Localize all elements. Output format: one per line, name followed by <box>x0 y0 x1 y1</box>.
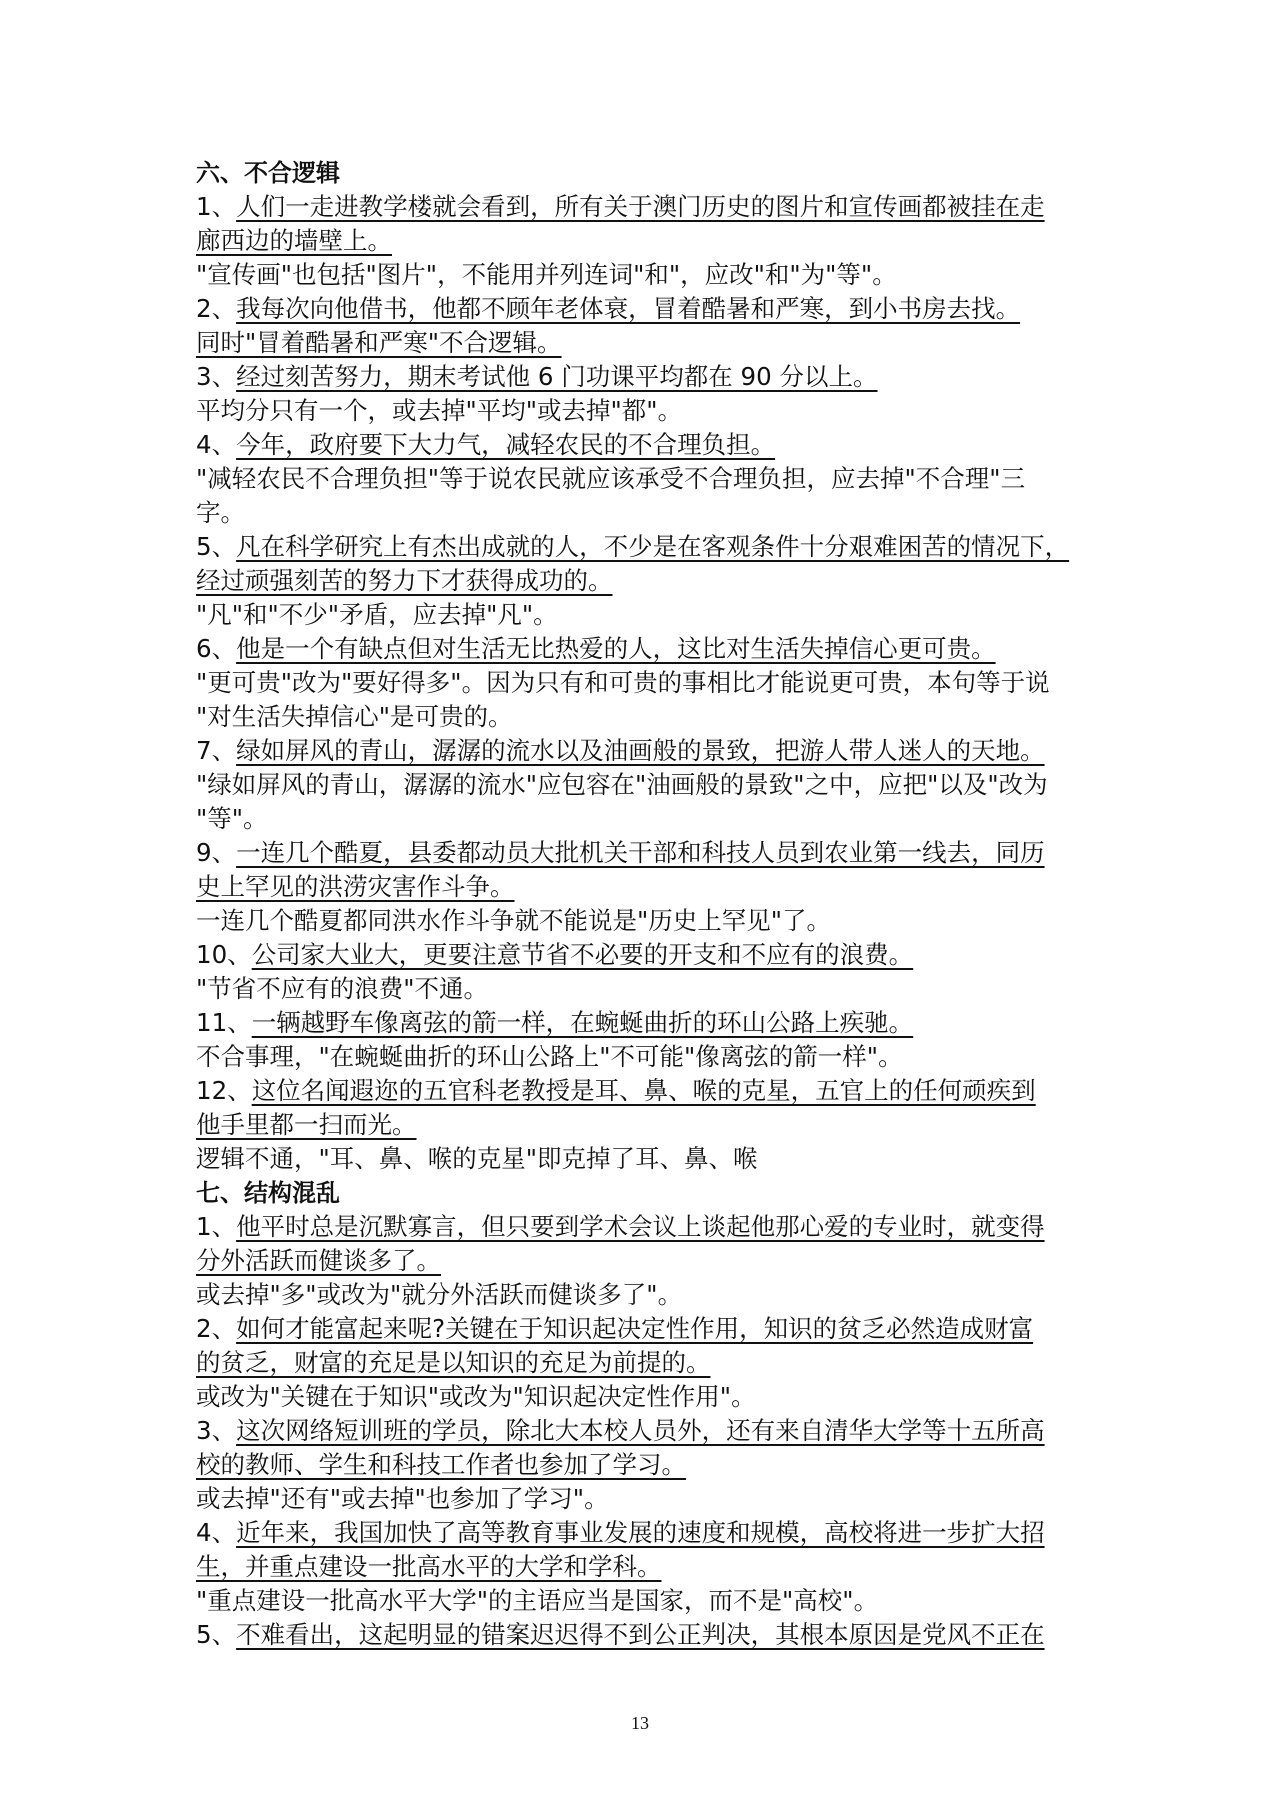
explanation-line: 平均分只有一个，或去掉"平均"或去掉"都"。 <box>196 396 683 425</box>
item-number: 6、 <box>196 634 237 663</box>
example-sentence-continuation <box>196 564 1084 598</box>
explanation-line: 或改为"关键在于知识"或改为"知识起决定性作用"。 <box>196 1382 756 1411</box>
underlined-sentence: 同时"冒着酷暑和严寒"不合逻辑。 <box>196 328 562 357</box>
example-sentence-line <box>196 1210 1084 1244</box>
underlined-sentence: 分外活跃而健谈多了。 <box>196 1246 441 1275</box>
example-sentence-continuation <box>196 326 1084 360</box>
explanation-line: "节省不应有的浪费"不通。 <box>196 974 489 1003</box>
example-sentence-continuation <box>196 1244 1084 1278</box>
underlined-sentence: 廊西边的墙壁上。 <box>196 226 392 255</box>
explanation-line: "宣传画"也包括"图片"，不能用并列连词"和"，应改"和"为"等"。 <box>196 260 897 289</box>
underlined-sentence: 不难看出，这起明显的错案迟迟得不到公正判决，其根本原因是党风不正在 <box>236 1620 1045 1649</box>
underlined-sentence: 生，并重点建设一批高水平的大学和学科。 <box>196 1552 662 1581</box>
item-number: 3、 <box>196 1416 237 1445</box>
item-number: 11、 <box>196 1008 252 1037</box>
item-number: 1、 <box>196 192 237 221</box>
example-sentence-continuation <box>196 1550 1084 1584</box>
underlined-sentence: 一辆越野车像离弦的箭一样，在蜿蜒曲折的环山公路上疾驰。 <box>251 1008 914 1037</box>
explanation-line: "更可贵"改为"要好得多"。因为只有和可贵的事相比才能说更可贵，本句等于说 <box>196 668 1050 697</box>
item-number: 3、 <box>196 362 237 391</box>
item-number: 9、 <box>196 838 237 867</box>
item-number: 2、 <box>196 294 237 323</box>
underlined-sentence: 绿如屏风的青山，潺潺的流水以及油画般的景致，把游人带人迷人的天地。 <box>236 736 1045 765</box>
example-sentence-line <box>196 836 1084 870</box>
section-heading: 六、不合逻辑 <box>196 159 340 187</box>
item-number: 2、 <box>196 1314 237 1343</box>
item-number: 4、 <box>196 1518 237 1547</box>
example-sentence-line <box>196 1414 1084 1448</box>
underlined-sentence: 我每次向他借书，他都不顾年老体衰，冒着酷暑和严寒，到小书房去找。 <box>236 294 1021 323</box>
underlined-sentence: 史上罕见的洪涝灾害作斗争。 <box>196 872 515 901</box>
underlined-sentence: 经过顽强刻苦的努力下才获得成功的。 <box>196 566 613 595</box>
example-sentence-line <box>196 1516 1084 1550</box>
example-sentence-line <box>196 428 1084 462</box>
item-number: 5、 <box>196 1620 237 1649</box>
explanation-line: 或去掉"多"或改为"就分外活跃而健谈多了"。 <box>196 1280 683 1309</box>
underlined-sentence: 人们一走进教学楼就会看到，所有关于澳门历史的图片和宣传画都被挂在走 <box>236 192 1045 221</box>
underlined-sentence: 凡在科学研究上有杰出成就的人，不少是在客观条件十分艰难困苦的情况下， <box>236 532 1070 561</box>
explanation-line: 逻辑不通，"耳、鼻、喉的克星"即克掉了耳、鼻、喉 <box>196 1144 758 1173</box>
example-sentence-continuation <box>196 1448 1084 1482</box>
section-heading: 七、结构混乱 <box>196 1179 340 1207</box>
example-sentence-line <box>196 1006 1084 1040</box>
item-number: 7、 <box>196 736 237 765</box>
item-number: 4、 <box>196 430 237 459</box>
explanation-line: 字。 <box>196 498 245 527</box>
underlined-sentence: 今年，政府要下大力气，减轻农民的不合理负担。 <box>236 430 776 459</box>
explanation-line: "绿如屏风的青山，潺潺的流水"应包容在"油画般的景致"之中，应把"以及"改为 <box>196 770 1048 799</box>
example-sentence-continuation <box>196 870 1084 904</box>
explanation-line: 不合事理，"在蜿蜒曲折的环山公路上"不可能"像离弦的箭一样"。 <box>196 1042 903 1071</box>
example-sentence-line <box>196 1618 1084 1652</box>
example-sentence-line <box>196 938 1084 972</box>
underlined-sentence: 他是一个有缺点但对生活无比热爱的人，这比对生活失掉信心更可贵。 <box>236 634 996 663</box>
explanation-line: 或去掉"还有"或去掉"也参加了学习"。 <box>196 1484 609 1513</box>
underlined-sentence: 他手里都一扫而光。 <box>196 1110 417 1139</box>
explanation-line: 一连几个酷夏都同洪水作斗争就不能说是"历史上罕见"了。 <box>196 906 832 935</box>
explanation-line: "对生活失掉信心"是可贵的。 <box>196 702 513 731</box>
item-number: 1、 <box>196 1212 237 1241</box>
explanation-line: "减轻农民不合理负担"等于说农民就应该承受不合理负担，应去掉"不合理"三 <box>196 464 1026 493</box>
explanation-line: "等"。 <box>196 804 268 833</box>
underlined-sentence: 公司家大业大，更要注意节省不必要的开支和不应有的浪费。 <box>251 940 914 969</box>
page-number: 13 <box>631 1713 649 1733</box>
item-number: 12、 <box>196 1076 252 1105</box>
underlined-sentence: 他平时总是沉默寡言，但只要到学术会议上谈起他那心爱的专业时，就变得 <box>236 1212 1045 1241</box>
example-sentence-line <box>196 1312 1084 1346</box>
example-sentence-line <box>196 292 1084 326</box>
item-number: 5、 <box>196 532 237 561</box>
example-sentence-line <box>196 1074 1084 1108</box>
underlined-sentence: 近年来，我国加快了高等教育事业发展的速度和规模，高校将进一步扩大招 <box>236 1518 1045 1547</box>
underlined-sentence: 校的教师、学生和科技工作者也参加了学习。 <box>196 1450 686 1479</box>
example-sentence-continuation <box>196 1108 1084 1142</box>
example-sentence-line <box>196 632 1084 666</box>
underlined-sentence: 一连几个酷夏，县委都动员大批机关干部和科技人员到农业第一线去，同历 <box>236 838 1045 867</box>
explanation-line: "凡"和"不少"矛盾，应去掉"凡"。 <box>196 600 558 629</box>
example-sentence-line <box>196 360 1084 394</box>
underlined-sentence: 这位名闻遐迩的五官科老教授是耳、鼻、喉的克星，五官上的任何顽疾到 <box>251 1076 1036 1105</box>
page-content <box>196 156 1084 1652</box>
underlined-sentence: 经过刻苦努力，期末考试他 6 门功课平均都在 90 分以上。 <box>236 362 878 391</box>
underlined-sentence: 的贫乏，财富的充足是以知识的充足为前提的。 <box>196 1348 711 1377</box>
example-sentence-continuation <box>196 1346 1084 1380</box>
example-sentence-line <box>196 190 1084 224</box>
explanation-line: "重点建设一批高水平大学"的主语应当是国家，而不是"高校"。 <box>196 1586 879 1615</box>
underlined-sentence: 如何才能富起来呢?关键在于知识起决定性作用，知识的贫乏必然造成财富 <box>236 1314 1034 1343</box>
underlined-sentence: 这次网络短训班的学员，除北大本校人员外，还有来自清华大学等十五所高 <box>236 1416 1045 1445</box>
example-sentence-line <box>196 734 1084 768</box>
item-number: 10、 <box>196 940 252 969</box>
example-sentence-continuation <box>196 224 1084 258</box>
example-sentence-line <box>196 530 1084 564</box>
